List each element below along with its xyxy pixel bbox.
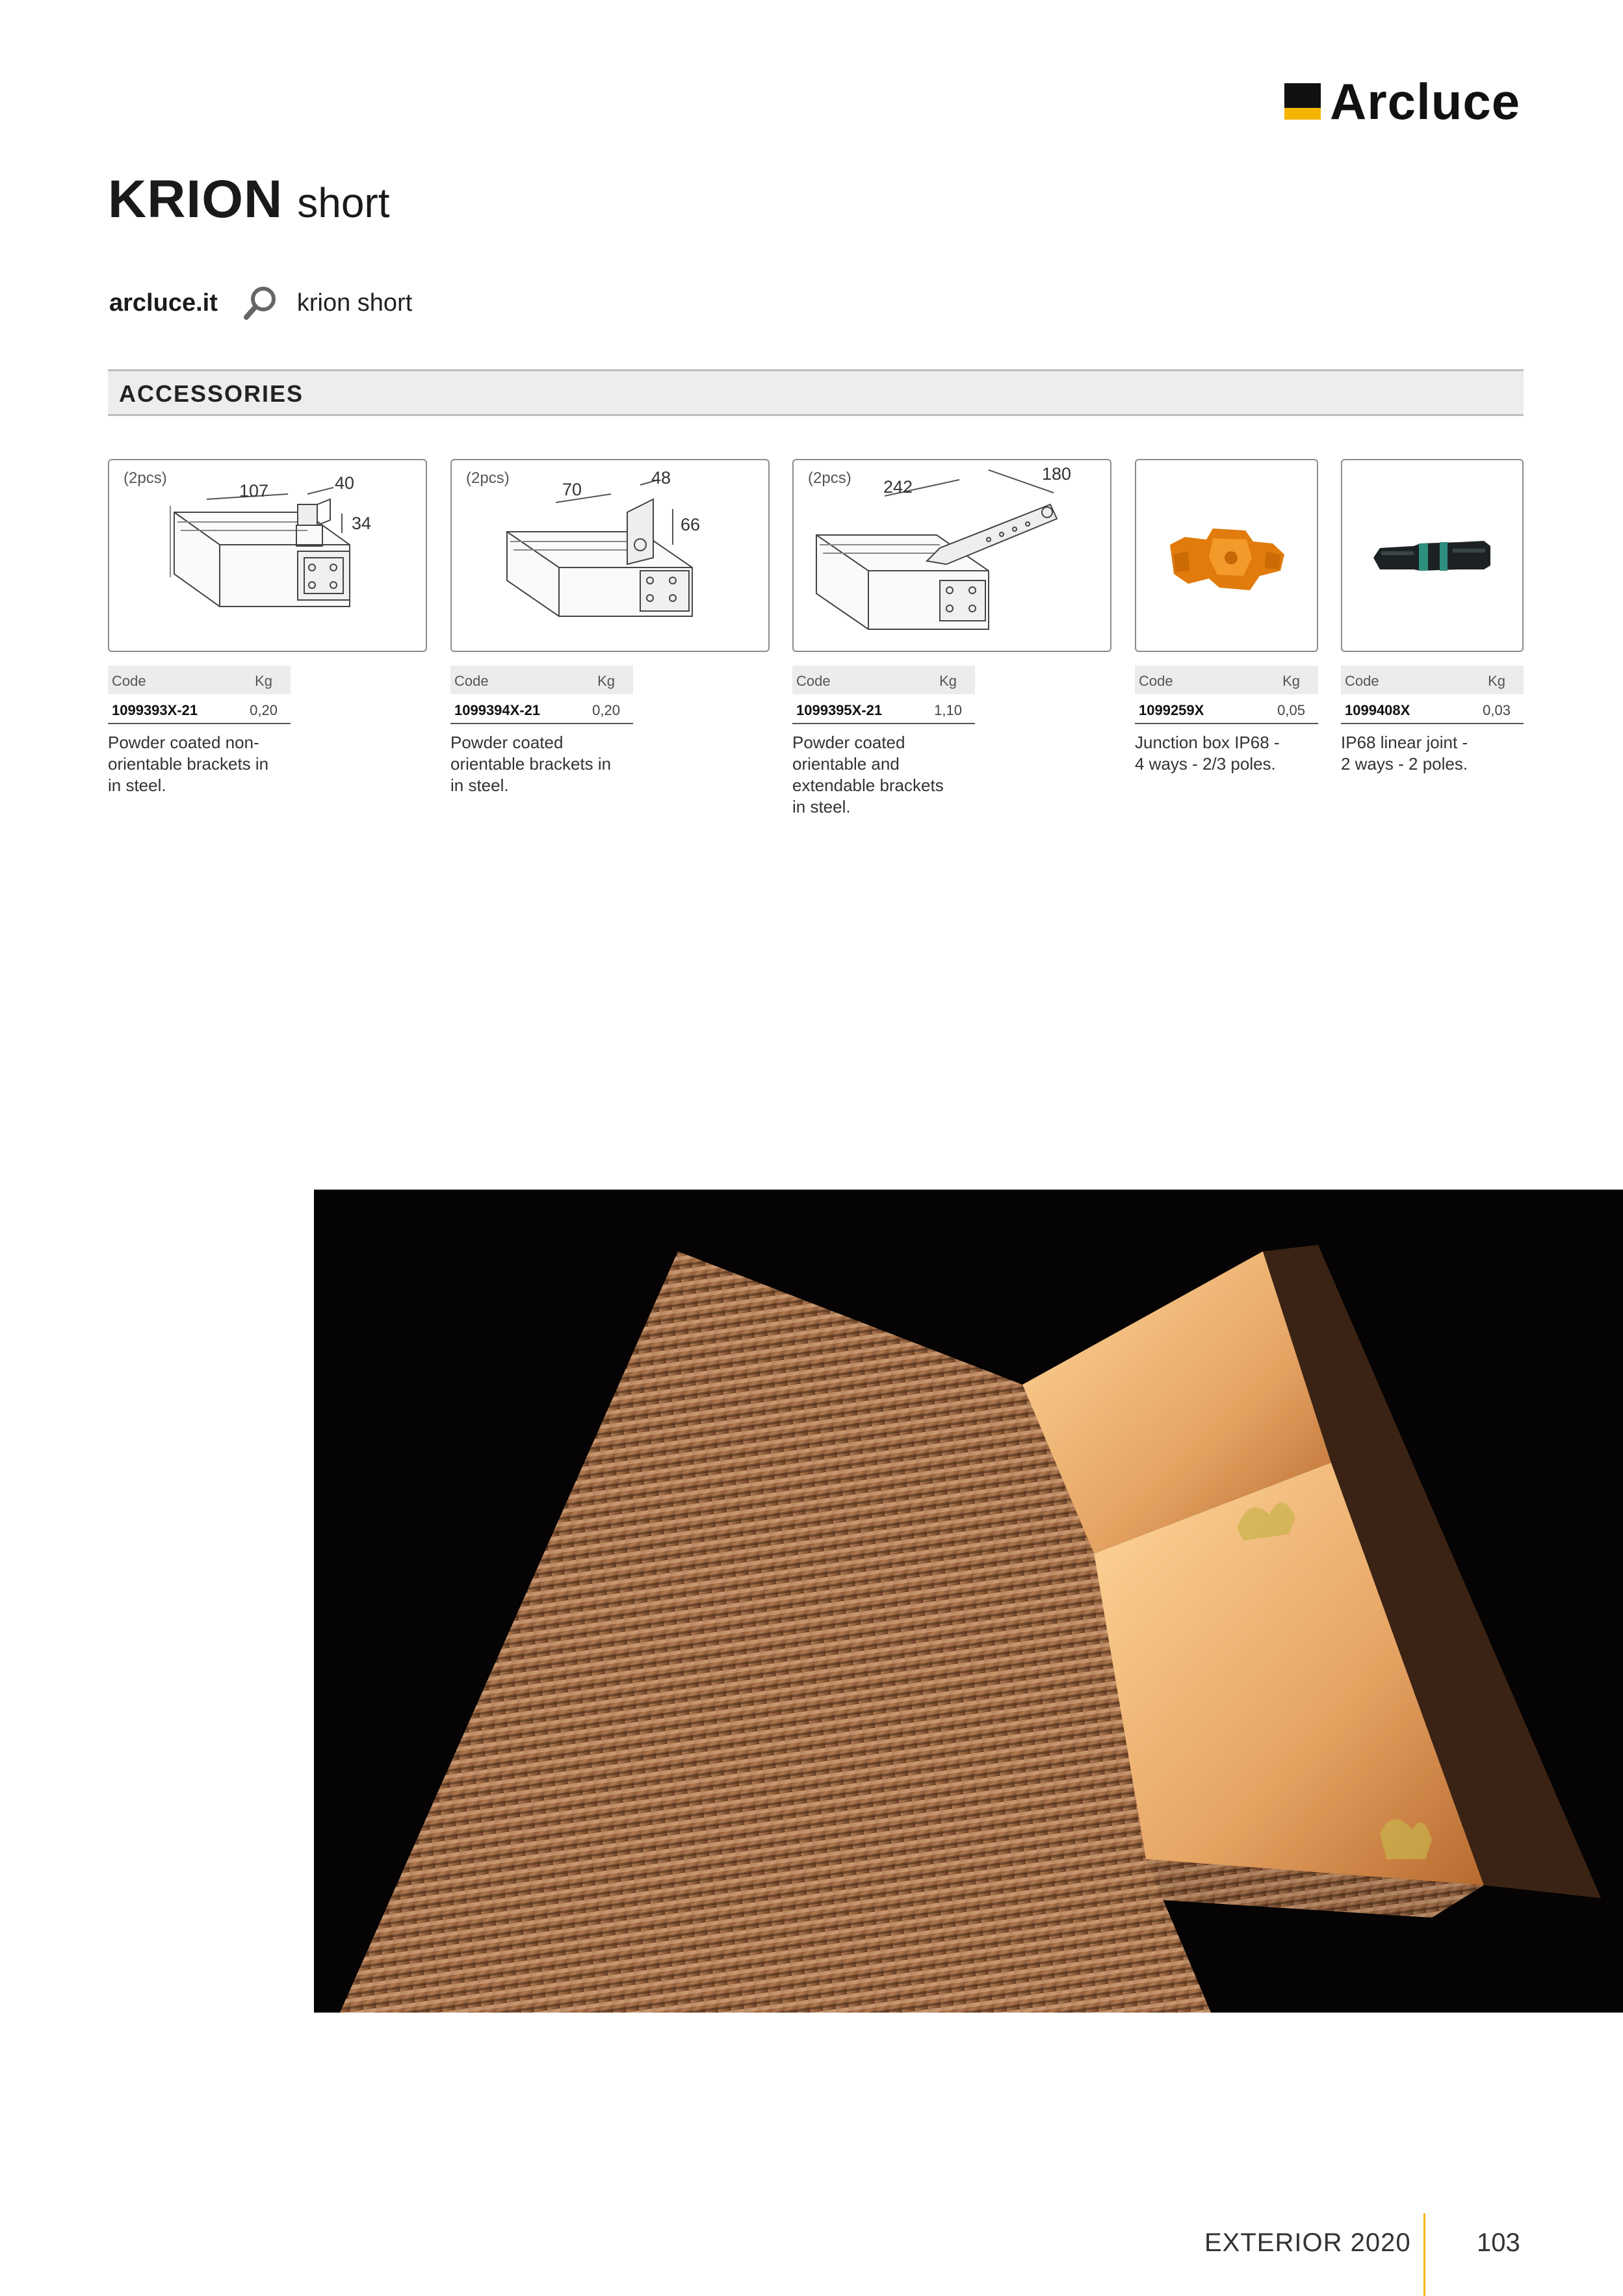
product-weight: 0,20 (592, 702, 620, 718)
website-link[interactable]: arcluce.it (109, 289, 218, 317)
spec-table-3 (792, 666, 975, 724)
brand-logo-mark (1284, 83, 1321, 120)
kg-header: Kg (1282, 673, 1300, 689)
bracket-drawing-3 (794, 460, 1113, 653)
product-image-3 (792, 459, 1111, 652)
spec-table-1 (108, 666, 291, 724)
code-header: Code (796, 673, 831, 689)
product-weight: 0,05 (1277, 702, 1305, 718)
code-header: Code (1139, 673, 1173, 689)
footer-divider (1423, 2213, 1425, 2296)
product-weight: 0,20 (250, 702, 278, 718)
dimension-label: 34 (352, 514, 372, 533)
photo-illustration (314, 1190, 1623, 2013)
kg-header: Kg (255, 673, 272, 689)
product-image-4 (1135, 459, 1318, 652)
product-image-5 (1341, 459, 1524, 652)
dimension-label: 48 (651, 468, 671, 488)
code-header: Code (1345, 673, 1379, 689)
product-code: 1099393X-21 (112, 702, 198, 718)
page-title (108, 170, 390, 229)
building-night-photo (314, 1190, 1623, 2013)
spec-table-5 (1341, 666, 1524, 724)
kg-header: Kg (1488, 673, 1505, 689)
pcs-label: (2pcs) (466, 469, 510, 487)
dimension-label: 70 (562, 480, 582, 499)
dimension-label: 66 (681, 515, 701, 534)
spec-table-2 (450, 666, 633, 724)
pcs-label: (2pcs) (808, 469, 851, 487)
section-header (108, 369, 1524, 416)
product-description: Powder coated non- orientable brackets in in steel. (108, 733, 269, 795)
spec-table-4 (1135, 666, 1318, 724)
brand-name: Arcluce (1330, 73, 1521, 130)
kg-header: Kg (939, 673, 957, 689)
search-icon (241, 283, 280, 322)
kg-header: Kg (597, 673, 615, 689)
product-description: Powder coated orientable brackets in in steel. (450, 733, 612, 795)
section-heading: ACCESSORIES (119, 380, 304, 407)
dimension-label: 107 (239, 481, 269, 501)
website-search-hint (109, 283, 412, 322)
product-code: 1099259X (1139, 702, 1204, 718)
title-main: KRION (108, 170, 283, 229)
pcs-label: (2pcs) (123, 469, 167, 487)
code-header: Code (454, 673, 489, 689)
search-term: krion short (296, 289, 413, 317)
bracket-drawing-1 (109, 460, 428, 653)
product-code: 1099394X-21 (454, 702, 541, 718)
product-code: 1099395X-21 (796, 702, 883, 718)
title-sub: short (297, 179, 390, 226)
catalog-label: EXTERIOR 2020 (1204, 2228, 1411, 2257)
product-description: IP68 linear joint - 2 ways - 2 poles. (1341, 733, 1468, 774)
product-image-1 (108, 459, 427, 652)
product-code: 1099408X (1345, 702, 1410, 718)
product-weight: 0,03 (1483, 702, 1511, 718)
linear-joint-image (1342, 460, 1525, 653)
product-description: Powder coated orientable and extendable brackets in steel. (792, 733, 944, 816)
product-description: Junction box IP68 - 4 ways - 2/3 poles. (1135, 733, 1280, 774)
product-image-2 (450, 459, 770, 652)
dimension-label: 242 (883, 477, 913, 497)
dimension-label: 180 (1042, 464, 1072, 484)
code-header: Code (112, 673, 146, 689)
junction-box-image (1136, 460, 1319, 653)
dimension-label: 40 (335, 473, 355, 493)
product-weight: 1,10 (934, 702, 962, 718)
brand-logo (1284, 73, 1521, 130)
bracket-drawing-2 (452, 460, 771, 653)
page-number: 103 (1477, 2228, 1520, 2257)
